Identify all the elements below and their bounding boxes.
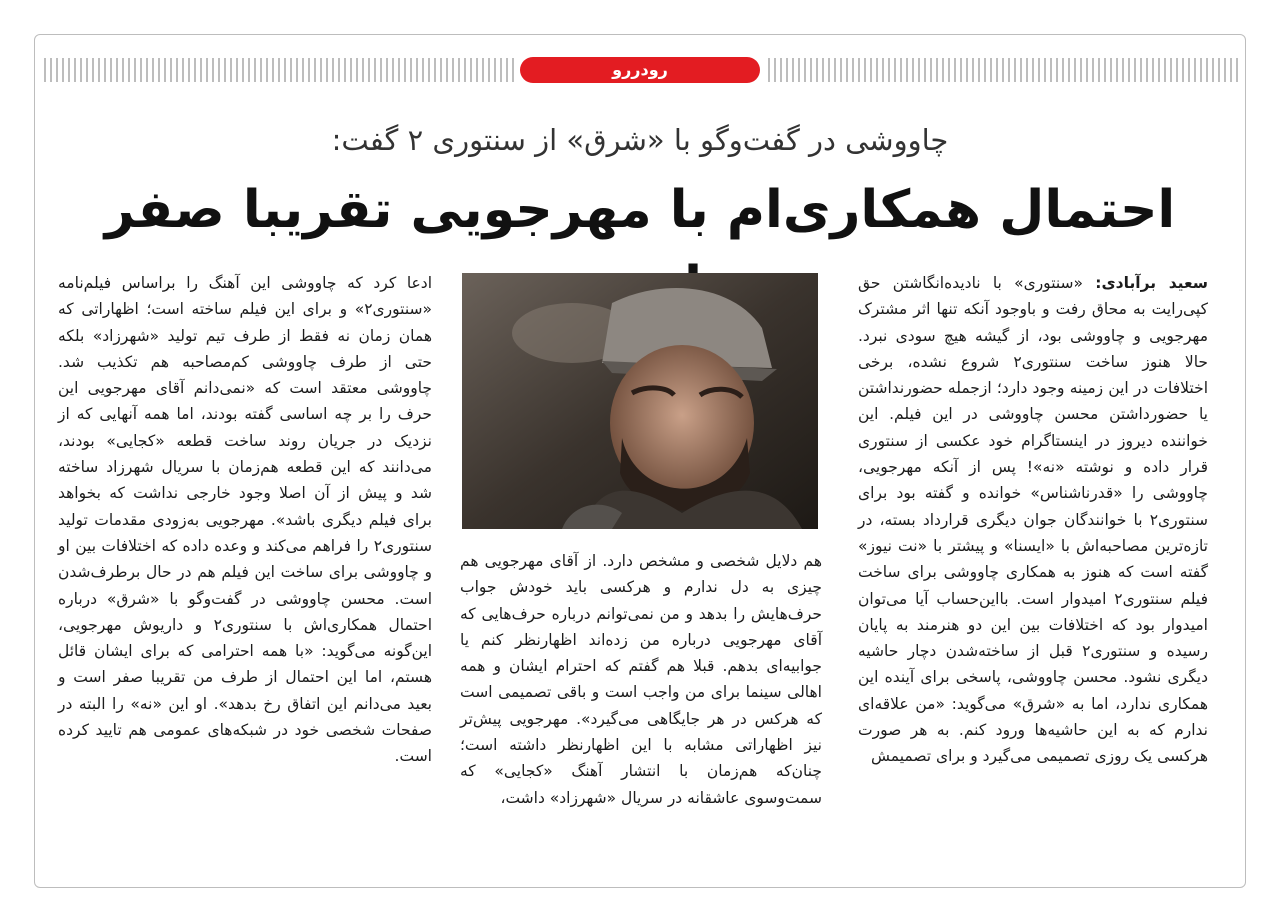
article-column-right — [858, 270, 1208, 870]
article-photo — [462, 273, 818, 529]
article-column-middle: هم دلایل شخصی و مشخص دارد. از آقای مهرجویی هم چیزی به دل ندارم و هرکسی باید خودش جواب حرف‌هایش را بدهد و من نمی‌توانم درباره حرف‌هایی که آقای مهرجویی درباره من زده‌اند اظهارنظر کنم یا جوابیه‌ای بدهم. قبلا هم گفتم که احترام ایشان و همه اهالی سینما برای من واجب است و باقی تصمیمی است که هرکس در هر جایگاهی می‌گیرد». مهرجویی پیش‌تر نیز اظهاراتی مشابه با این اظهارنظر داشته است؛ چنان‌که هم‌زمان با انتشار آهنگ «کجایی» که سمت‌وسوی عاشقانه در سریال «شهرزاد» داشت، — [460, 552, 822, 807]
headline: احتمال همکاری‌ام با مهرجویی تقریبا صفر — [104, 180, 1176, 240]
byline: سعید برآبادی: — [1095, 274, 1209, 292]
column-right-text: «سنتوری» با نادیده‌انگاشتن حق کپی‌رایت به محاق رفت و باوجود آنکه تنها اثر مشترک مهرجویی و چاووشی بود، از گیشه هیچ سودی نبرد. حالا هنوز ساخت سنتوری۲ شروع نشده، برخی اختلافات در این زمینه وجود دارد؛ ازجمله حضورنداشتن یا حضورداشتن محسن چاووشی در این فیلم. این خواننده دیروز در اینستاگرام خود عکسی از سنتوری قرار داده و نوشته «نه»! پس از آنکه مهرجویی، چاووشی را «قدرناشناس» خوانده و گفته بود برای سنتوری۲ با خوانندگان جوان دیگری قرارداد بسته، در تازه‌ترین مصاحبه‌اش با «ایسنا» و پیشتر با «نت نیوز» گفته است که هنوز به همکاری چاووشی برای ساخت فیلم سنتوری۲ امیدوار است. بااین‌حساب آیا می‌توان امیدوار بود که اختلافات بین این دو هنرمند به پایان رسیده و سنتوری۲ قبل از ساخته‌شدن دچار حاشیه دیگری نشود. محسن چاووشی، پاسخی برای آینده این همکاری ندارد، اما به «شرق» می‌گوید: «من علاقه‌ای ندارم که به این حاشیه‌ها ورود کنم. به هر صورت هرکسی یک روزی تصمیمی می‌گیرد و برای تصمیمش — [858, 274, 1209, 766]
header-hatch-left — [44, 58, 514, 82]
section-tag: رودررو — [520, 57, 760, 83]
kicker: چاووشی در گفت‌وگو با «شرق» از سنتوری ۲ گفت: — [331, 123, 949, 157]
article-column-left: ادعا کرد که چاووشی این آهنگ را براساس فیلم‌نامه «سنتوری۲» و برای این فیلم ساخته است؛ اظهاراتی که همان زمان نه فقط از طرف تیم تولید «شهرزاد» بلکه حتی از طرف چاووشی کم‌مصاحبه هم تکذیب شد. چاووشی معتقد است که «نمی‌دانم آقای مهرجویی این حرف را بر چه اساسی گفته بودند، اما همه آنهایی که از نزدیک در جریان روند ساخت قطعه «کجایی» بودند، می‌دانند که این قطعه هم‌زمان با سریال شهرزاد ساخته شد و پیش از آن اصلا وجود خارجی نداشت که بخواهد برای فیلم دیگری باشد». مهرجویی به‌زودی مقدمات تولید سنتوری۲ را فراهم می‌کند و وعده داده که اختلافات بین او و چاووشی برای ساخت این فیلم هم در حال برطرف‌شدن است. محسن چاووشی در گفت‌وگو با «شرق» درباره احتمال همکاری‌اش با سنتوری۲ و داریوش مهرجویی، این‌گونه می‌گوید: «با همه احترامی که برای ایشان قائل هستم، اما این احتمال از طرف من تقریبا صفر است و بعید می‌دانم این اتفاق رخ بدهد». او این «نه» را البته در صفحات شخصی خود در شبکه‌های عمومی هم تایید کرده است. — [58, 274, 433, 766]
header-hatch-right — [768, 58, 1238, 82]
